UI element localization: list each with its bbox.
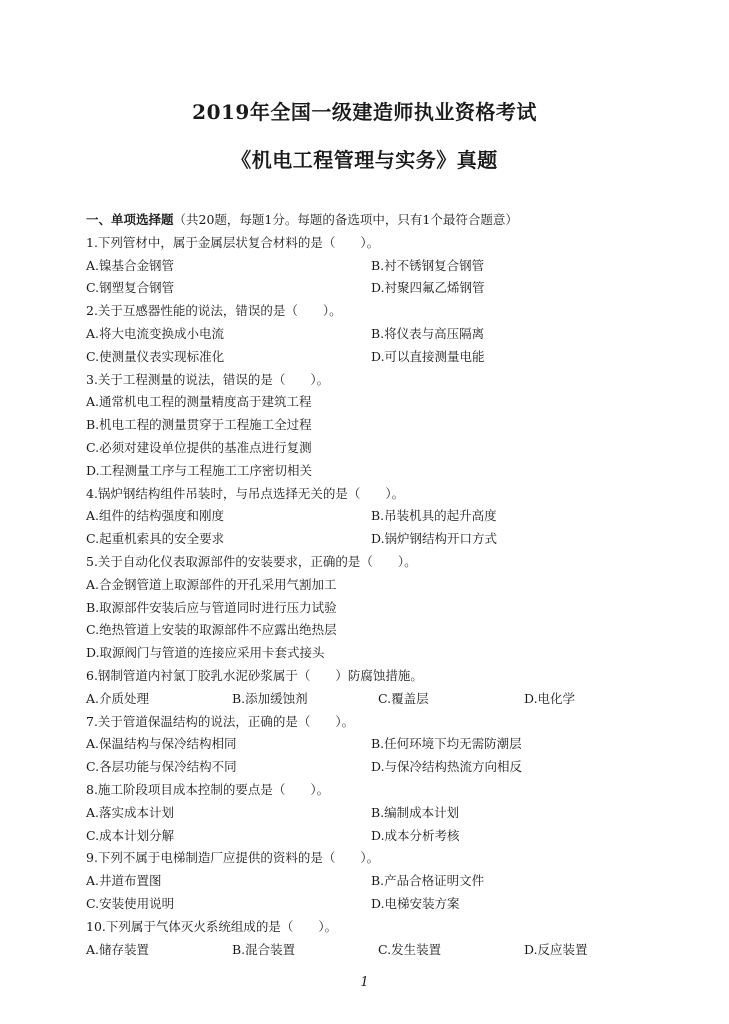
option-d: D.与保冷结构热流方向相反	[371, 759, 523, 775]
option-c: C.起重机索具的安全要求	[86, 531, 225, 547]
option-b: B.产品合格证明文件	[371, 873, 485, 889]
option-a: A.储存装置	[86, 941, 150, 957]
section-title: 一、单项选择题	[86, 212, 174, 227]
option-row	[86, 277, 676, 300]
question-stem: 5.关于自动化仪表取源部件的安装要求，正确的是（ ）。	[86, 553, 417, 569]
option-b: B.取源部件安装后应与管道同时进行压力试验	[86, 599, 337, 615]
option-a: A.保温结构与保冷结构相同	[86, 736, 237, 752]
question-stem: 6.钢制管道内衬氯丁胶乳水泥砂浆属于（ ）防腐蚀措施。	[86, 667, 423, 683]
option-d: D.电化学	[524, 690, 576, 706]
option-a: A.组件的结构强度和刚度	[86, 508, 225, 524]
section-heading	[86, 209, 676, 232]
option-row	[86, 505, 676, 528]
option-row	[86, 825, 676, 848]
option-row	[86, 870, 676, 893]
option-d: D.反应装置	[524, 941, 588, 957]
option-c: C.成本计划分解	[86, 827, 175, 843]
option-c: C.使测量仪表实现标准化	[86, 348, 225, 364]
question-stem: 7.关于管道保温结构的说法，正确的是（ ）。	[86, 713, 355, 729]
option-b: B.添加缓蚀剂	[232, 690, 308, 706]
option-b: B.吊装机具的起升高度	[371, 508, 497, 524]
option-b: B.任何环境下均无需防潮层	[371, 736, 522, 752]
option-c: C.安装使用说明	[86, 895, 175, 911]
option-row	[86, 733, 676, 756]
exam-subtitle: 《机电工程管理与实务》真题	[231, 148, 498, 172]
option-a: A.将大电流变换成小电流	[86, 325, 225, 341]
option-row	[86, 346, 676, 369]
option-row	[86, 802, 676, 825]
exam-title: 2019年全国一级建造师执业资格考试	[192, 100, 537, 124]
option-row	[86, 323, 676, 346]
option-c: C.钢塑复合钢管	[86, 280, 175, 296]
option-d: D.锅炉钢结构开口方式	[371, 531, 498, 547]
question-stem: 2.关于互感器性能的说法，错误的是（ ）。	[86, 303, 342, 319]
question-stem: 10.下列属于气体灭火系统组成的是（ ）。	[86, 918, 338, 934]
option-row	[86, 688, 676, 711]
option-d: D.工程测量工序与工程施工工序密切相关	[86, 462, 313, 478]
question-stem: 8.施工阶段项目成本控制的要点是（ ）。	[86, 781, 330, 797]
question-body	[86, 209, 676, 961]
option-b: B.衬不锈钢复合钢管	[371, 257, 485, 273]
option-a: A.井道布置图	[86, 873, 162, 889]
option-a: A.合金钢管道上取源部件的开孔采用气割加工	[86, 576, 337, 592]
page-number: 1	[360, 975, 369, 990]
question-stem: 9.下列不属于电梯制造厂应提供的资料的是（ ）。	[86, 850, 380, 866]
option-c: C.各层功能与保冷结构不同	[86, 759, 237, 775]
option-row	[86, 893, 676, 916]
option-d: D.可以直接测量电能	[371, 348, 485, 364]
option-d: D.成本分析考核	[371, 827, 460, 843]
option-row	[86, 528, 676, 551]
option-a: A.通常机电工程的测量精度高于建筑工程	[86, 394, 312, 410]
option-d: D.取源阀门与管道的连接应采用卡套式接头	[86, 645, 325, 661]
option-a: A.镍基合金钢管	[86, 257, 175, 273]
option-row	[86, 255, 676, 278]
option-d: D.电梯安装方案	[371, 895, 460, 911]
option-row	[86, 756, 676, 779]
option-a: A.落实成本计划	[86, 804, 175, 820]
option-b: B.编制成本计划	[371, 804, 460, 820]
question-stem: 4.锅炉钢结构组件吊装时，与吊点选择无关的是（ ）。	[86, 485, 405, 501]
option-c: C.发生装置	[378, 941, 442, 957]
option-d: D.衬聚四氟乙烯钢管	[371, 280, 485, 296]
option-b: B.将仪表与高压隔离	[371, 325, 485, 341]
option-a: A.介质处理	[86, 690, 150, 706]
question-stem: 3.关于工程测量的说法，错误的是（ ）。	[86, 371, 330, 387]
option-c: C.绝热管道上安装的取源部件不应露出绝热层	[86, 622, 337, 638]
option-b: B.机电工程的测量贯穿于工程施工全过程	[86, 417, 312, 433]
option-c: C.覆盖层	[378, 690, 429, 706]
question-stem: 1.下列管材中，属于金属层状复合材料的是（ ）。	[86, 234, 380, 250]
section-note: （共20题，每题1分。每题的备选项中，只有1个最符合题意）	[173, 212, 518, 227]
option-row	[86, 939, 676, 962]
option-c: C.必须对建设单位提供的基准点进行复测	[86, 439, 312, 455]
option-b: B.混合装置	[232, 941, 296, 957]
